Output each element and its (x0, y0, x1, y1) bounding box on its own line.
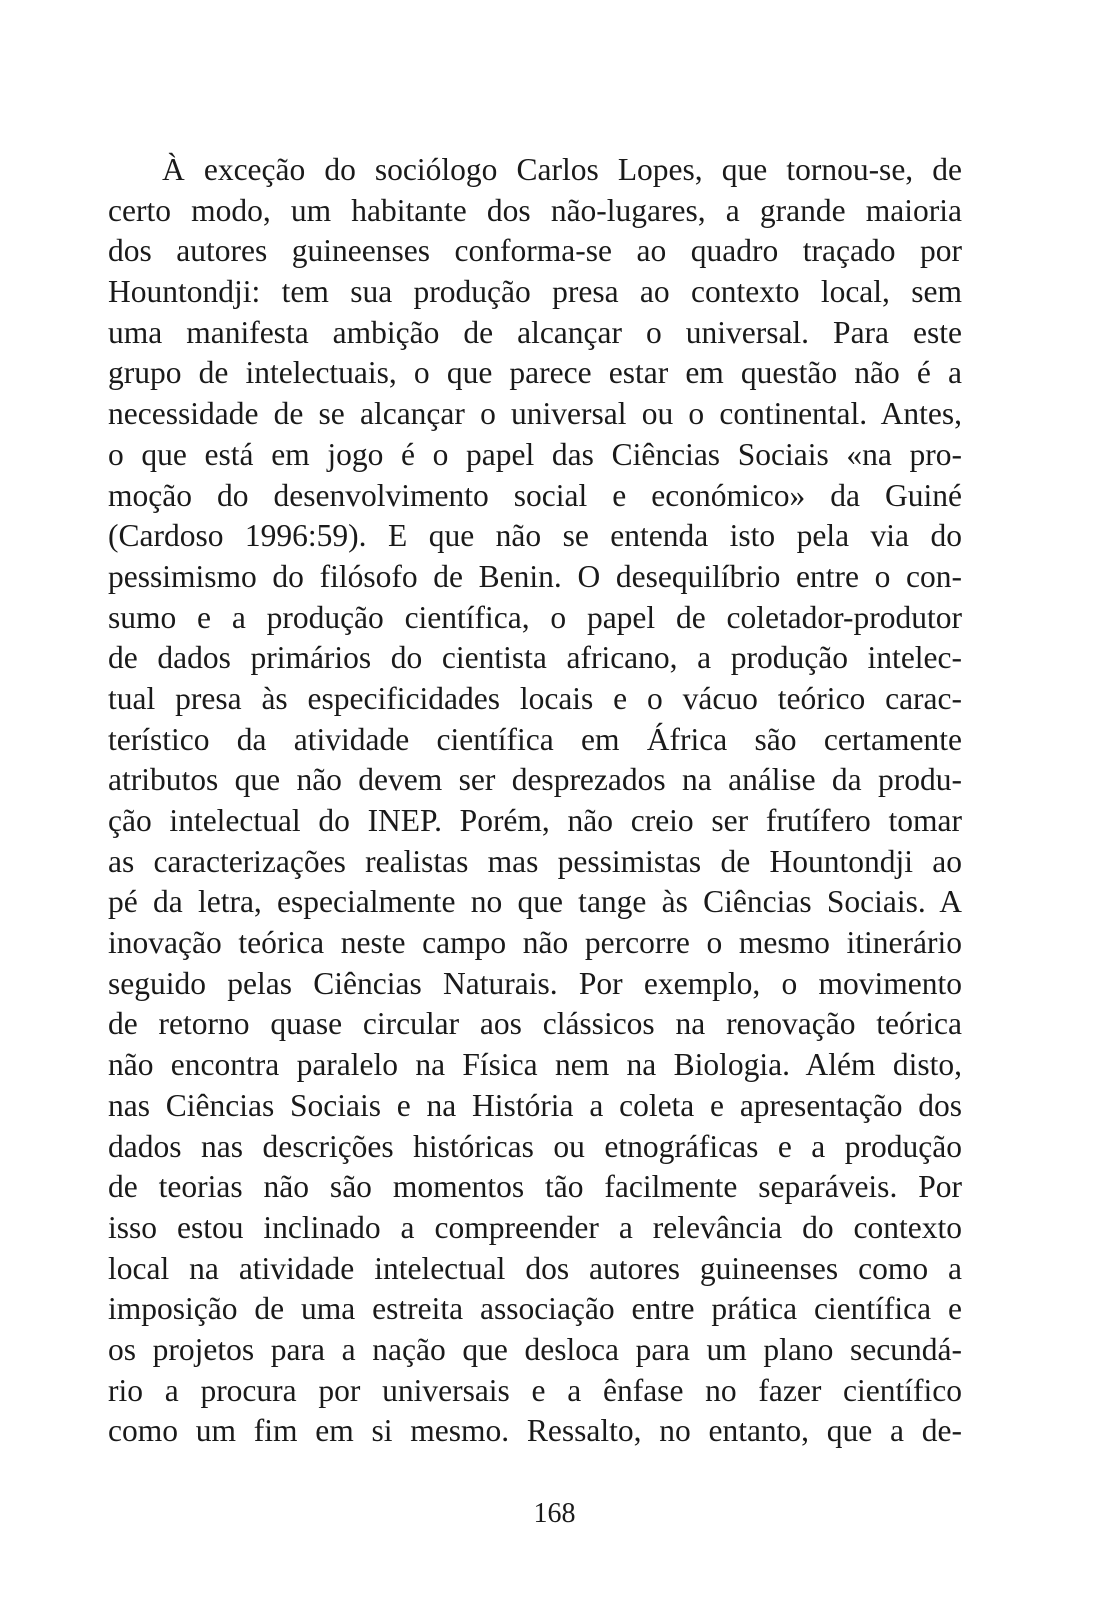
text-line: imposição de uma estreita associação entre prática científica e (108, 1291, 962, 1327)
text-line: certo modo, um habitante dos não-lugares, a grande maioria (108, 192, 962, 228)
text-line: tual presa às especificidades locais e o vácuo teórico carac- (108, 680, 962, 716)
text-line: os projetos para a nação que desloca para um plano secundá- (108, 1331, 962, 1367)
page-number: 168 (533, 1498, 576, 1529)
text-line: dos autores guineenses conforma-se ao quadro traçado por (108, 233, 962, 269)
text-line: dados nas descrições históricas ou etnográficas e a produção (108, 1128, 962, 1164)
text-line: Hountondji: tem sua produção presa ao contexto local, sem (108, 274, 962, 310)
text-line: À exceção do sociólogo Carlos Lopes, que tornou-se, de (162, 152, 962, 187)
text-line: inovação teórica neste campo não percorre o mesmo itinerário (108, 925, 962, 961)
text-line: nas Ciências Sociais e na História a coleta e apresentação dos (108, 1087, 962, 1123)
text-line: local na atividade intelectual dos autores guineenses como a (108, 1250, 962, 1286)
text-line: terístico da atividade científica em África são certamente (108, 721, 962, 757)
text-line: as caracterizações realistas mas pessimistas de Hountondji ao (108, 843, 962, 879)
text-line: isso estou inclinado a compreender a relevância do contexto (108, 1209, 962, 1245)
text-line: grupo de intelectuais, o que parece estar em questão não é a (108, 355, 962, 391)
text-line: rio a procura por universais e a ênfase no fazer científico (108, 1372, 962, 1408)
text-line: de retorno quase circular aos clássicos na renovação teórica (108, 1006, 962, 1042)
text-line: moção do desenvolvimento social e económico» da Guiné (108, 477, 962, 513)
text-line: não encontra paralelo na Física nem na Biologia. Além disto, (108, 1047, 962, 1083)
text-line: como um fim em si mesmo. Ressalto, no entanto, que a de- (108, 1413, 962, 1449)
text-line: seguido pelas Ciências Naturais. Por exemplo, o movimento (108, 965, 962, 1001)
text-line: ção intelectual do INEP. Porém, não creio ser frutífero tomar (108, 803, 962, 838)
text-line: pessimismo do filósofo de Benin. O desequilíbrio entre o con- (108, 558, 962, 594)
text-line: de dados primários do cientista africano, a produção intelec- (108, 640, 962, 676)
text-line: necessidade de se alcançar o universal ou o continental. Antes, (108, 396, 962, 432)
text-line: de teorias não são momentos tão facilmente separáveis. Por (108, 1169, 962, 1205)
text-line: uma manifesta ambição de alcançar o universal. Para este (108, 314, 962, 350)
text-line: atributos que não devem ser desprezados na análise da produ- (108, 762, 962, 798)
body-paragraph (108, 150, 962, 1452)
text-line: (Cardoso 1996:59). E que não se entenda isto pela via do (108, 518, 962, 554)
text-line: pé da letra, especialmente no que tange às Ciências Sociais. A (108, 884, 962, 920)
text-line: sumo e a produção científica, o papel de coletador-produtor (108, 599, 962, 635)
text-line: o que está em jogo é o papel das Ciências Sociais «na pro- (108, 436, 962, 472)
